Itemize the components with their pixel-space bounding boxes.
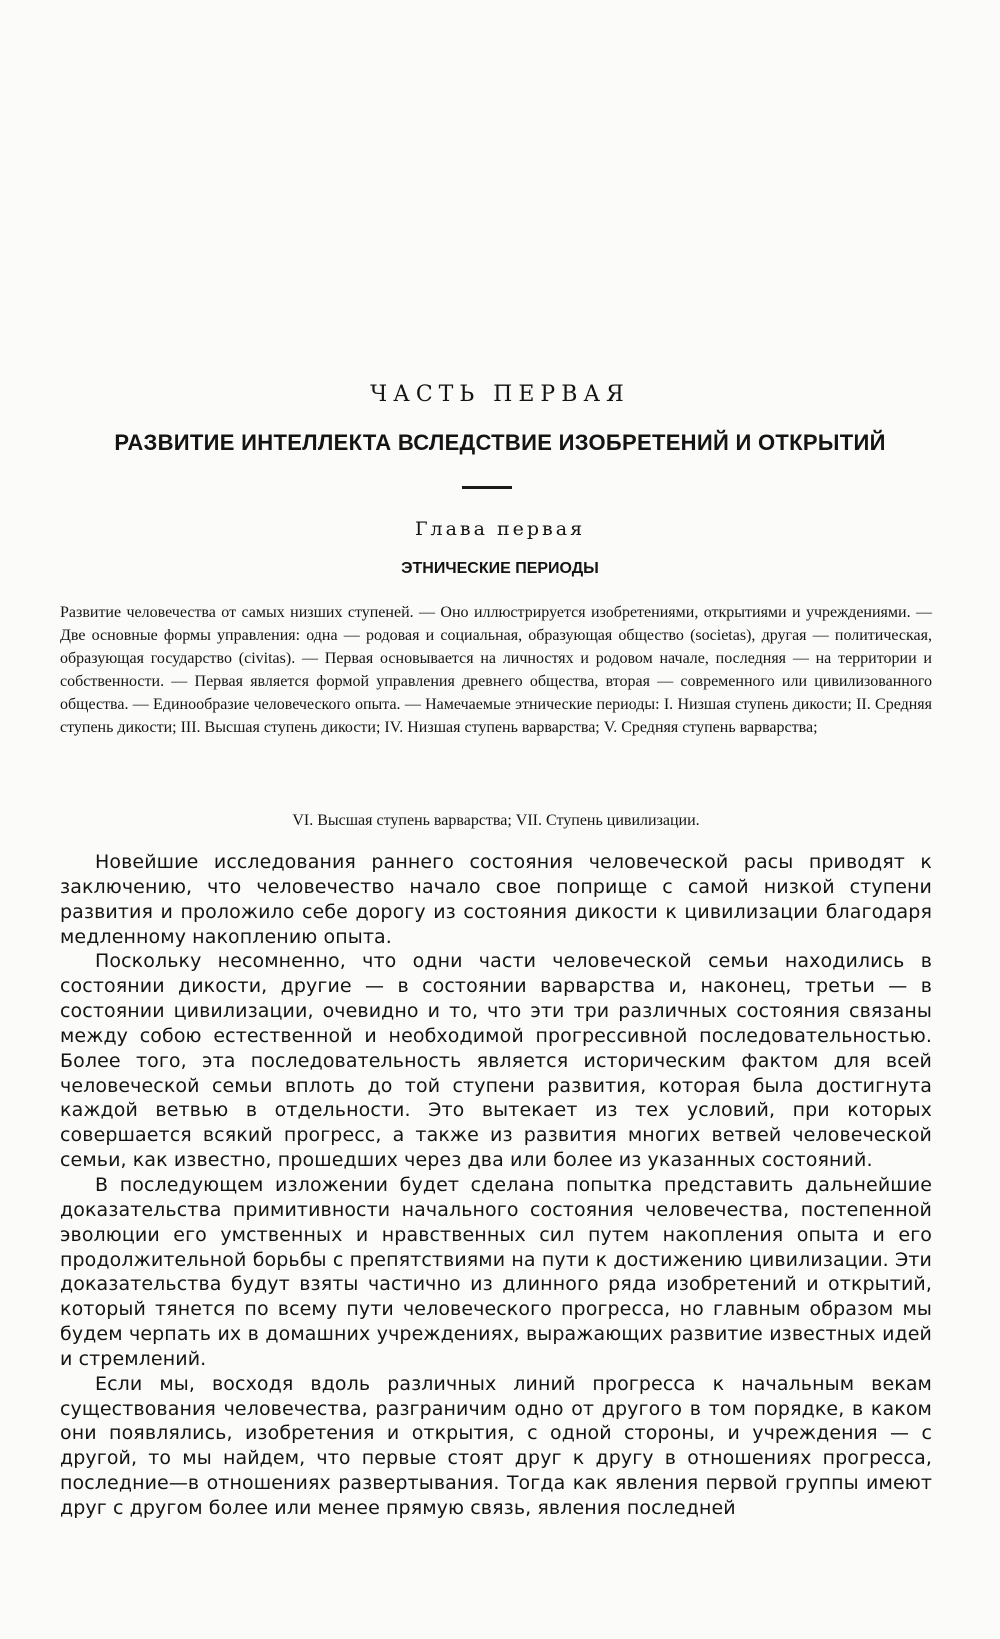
chapter-summary-last-line: VI. Высшая ступень варварства; VII. Ступень цивилизации. [292, 812, 700, 829]
chapter-summary: Развитие человечества от самых низших ступеней. — Оно иллюстрируется изобретениями, открытиями и учреждениями. — Две основные формы управления: одна — родовая и социальная, образующая общество (societas), другая — политическая, образующая государство (civitas). — Первая основывается на личностях и родовом начале, последняя — на территории и собственности. — Первая является формой управления древнего общества, вторая — современного или цивилизованного общества. — Единообразие человеческого опыта. — Намечаемые этнические периоды: I. Низшая ступень дикости; II. Средняя ступень дикости; III. Высшая ступень дикости; IV. Низшая ступень варварства; V. Средняя ступень варварства; [60, 604, 932, 736]
part-title: РАЗВИТИЕ ИНТЕЛЛЕКТА ВСЛЕДСТВИЕ ИЗОБРЕТЕНИЙ И ОТКРЫТИЙ [114, 430, 886, 455]
chapter-title: ЭТНИЧЕСКИЕ ПЕРИОДЫ [401, 560, 599, 577]
part-label: ЧАСТЬ ПЕРВАЯ [370, 382, 630, 407]
paragraph: Если мы, восходя вдоль различных линий прогресса к начальным векам существования человечества, разграничим одно от другого в том порядке, в каком они появлялись, изобретения и открытия, с одной стороны, и учреждения — с другой, то мы найдем, что первые стоят друг к другу в отношениях прогресса, последние—в отношениях развертывания. Тогда как явления первой группы имеют друг с другом более или менее прямую связь, явления последней [60, 1372, 932, 1519]
section-divider [462, 486, 512, 489]
paragraph: В последующем изложении будет сделана попытка представить дальнейшие доказательства примитивности начального состояния человечества, постепенной эволюции его умственных и нравственных сил путем накопления опыта и его продолжительной борьбы с препятствиями на пути к достижению цивилизации. Эти доказательства будут взяты частично из длинного ряда изобретений и открытий, который тянется по всему пути человеческого прогресса, но главным образом мы будем черпать их в домашних учреждениях, выражающих развитие известных идей и стремлений. [60, 1173, 932, 1370]
chapter-label: Глава первая [414, 518, 586, 540]
paragraph: Поскольку несомненно, что одни части человеческой семьи находились в состоянии дикости, другие — в состоянии варварства и, наконец, третьи — в состоянии цивилизации, очевидно и то, что эти три различных состояния связаны между собою естественной и необходимой прогрессивной последовательностью. Более того, эта последовательность является историческим фактом для всей человеческой семьи вплоть до той ступени развития, которая была достигнута каждой ветвью в отдельности. Это вытекает из тех условий, при которых совершается всякий прогресс, а также из развития многих ветвей человеческой семьи, как известно, прошедших через два или более из указанных состояний. [60, 950, 932, 1172]
paragraph: Новейшие исследования раннего состояния человеческой расы приводят к заключению, что человечество начало свое поприще с самой низкой ступени развития и проложило себе дорогу из состояния дикости к цивилизации благодаря медленному накоплению опыта. [60, 851, 932, 948]
body-text [60, 850, 932, 1521]
